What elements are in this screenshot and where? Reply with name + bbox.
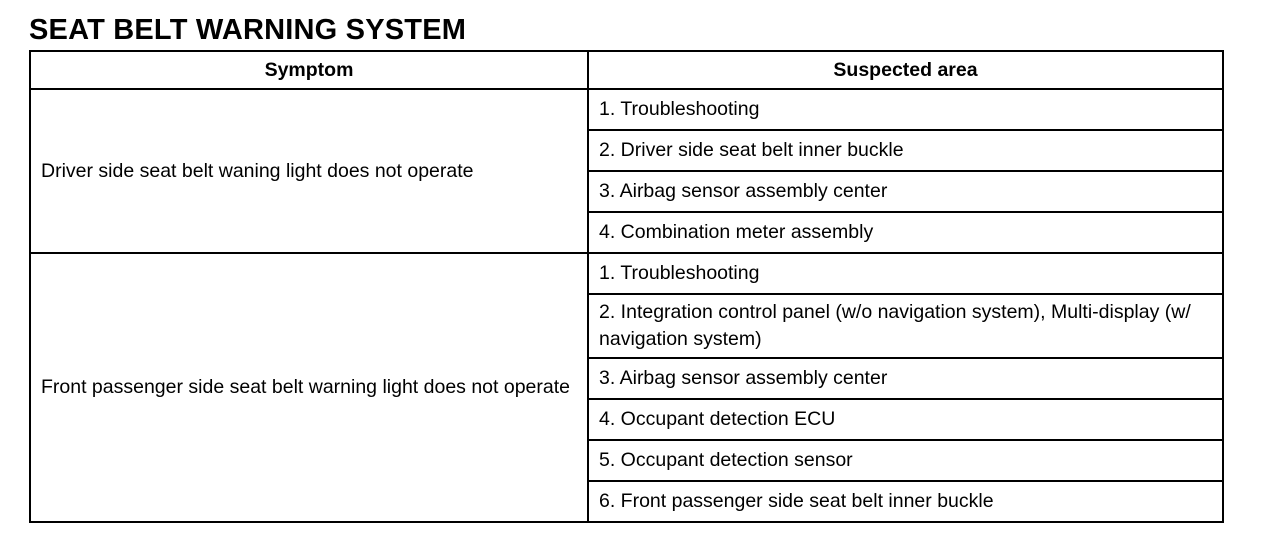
table-row <box>30 253 1223 294</box>
suspected-area-cell: 3. Airbag sensor assembly center <box>588 358 1223 399</box>
column-header-symptom: Symptom <box>30 51 588 89</box>
symptom-cell: Driver side seat belt waning light does not operate <box>30 89 588 253</box>
suspected-area-cell: 5. Occupant detection sensor <box>588 440 1223 481</box>
suspected-area-cell: 2. Driver side seat belt inner buckle <box>588 130 1223 171</box>
suspected-area-cell: 6. Front passenger side seat belt inner buckle <box>588 481 1223 522</box>
suspected-area-cell: 4. Combination meter assembly <box>588 212 1223 253</box>
problem-symptoms-table <box>29 50 1224 523</box>
column-header-suspected-area: Suspected area <box>588 51 1223 89</box>
table-header-row <box>30 51 1223 89</box>
suspected-area-cell: 1. Troubleshooting <box>588 89 1223 130</box>
page-title: SEAT BELT WARNING SYSTEM <box>29 14 467 46</box>
symptom-cell: Front passenger side seat belt warning light does not operate <box>30 253 588 522</box>
suspected-area-cell: 3. Airbag sensor assembly center <box>588 171 1223 212</box>
suspected-area-cell: 2. Integration control panel (w/o navigation system), Multi-display (w/ navigation system) <box>588 294 1223 358</box>
suspected-area-cell: 1. Troubleshooting <box>588 253 1223 294</box>
suspected-area-cell: 4. Occupant detection ECU <box>588 399 1223 440</box>
table-row <box>30 89 1223 130</box>
